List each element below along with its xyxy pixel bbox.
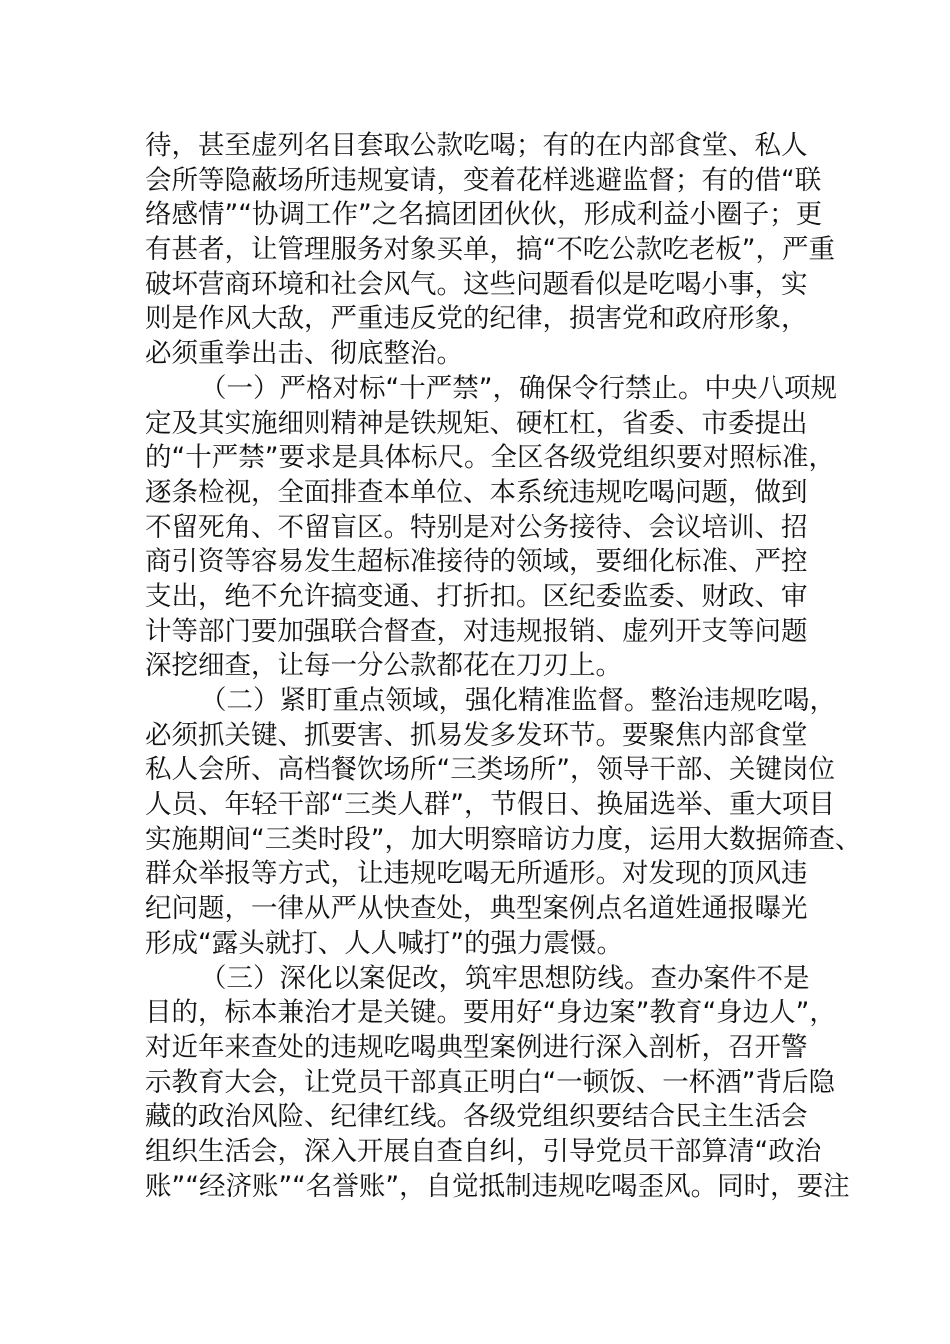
text-line: 对近年来查处的违规吃喝典型案例进行深入剖析，召开警: [145, 1031, 808, 1063]
text-line: 形成“露头就打、人人喊打”的强力震慑。: [145, 927, 623, 959]
text-line: 逐条检视，全面排查本单位、本系统违规吃喝问题，做到: [145, 476, 808, 508]
text-line: 藏的政治风险、纪律红线。各级党组织要结合民主生活会: [145, 1101, 808, 1133]
paragraph-first-line: （二）紧盯重点领域，强化精准监督。整治违规吃喝，: [200, 685, 836, 716]
text-line: 破坏营商环境和社会风气。这些问题看似是吃喝小事，实: [145, 268, 808, 300]
text-line: 账”“经济账”“名誉账”，自觉抵制违规吃喝歪风。同时，要注: [145, 1170, 850, 1202]
text-line: 实施期间“三类时段”，加大明察暗访力度，运用大数据筛查、: [145, 823, 862, 855]
text-line: 会所等隐蔽场所违规宴请，变着花样逃避监督；有的借“联: [145, 164, 822, 196]
text-line: 示教育大会，让党员干部真正明白“一顿饭、一杯酒”背后隐: [145, 1066, 835, 1098]
text-line: 则是作风大敌，严重违反党的纪律，损害党和政府形象，: [145, 303, 808, 335]
text-line: 有甚者，让管理服务对象买单，搞“不吃公款吃老板”，严重: [145, 234, 835, 266]
text-line: 不留死角、不留盲区。特别是对公务接待、会议培训、招: [145, 511, 808, 543]
text-line: 人员、年轻干部“三类人群”，节假日、换届选举、重大项目: [145, 789, 835, 821]
text-line: 深挖细查，让每一分公款都花在刀刃上。: [145, 650, 622, 682]
paragraph-first-line: （一）严格对标“十严禁”，确保令行禁止。中央八项规: [200, 372, 837, 404]
text-line: 待，甚至虚列名目套取公款吃喝；有的在内部食堂、私人: [145, 130, 808, 161]
text-line: 必须抓关键、抓要害、抓易发多发环节。要聚焦内部食堂: [145, 719, 808, 751]
text-line: 络感情”“协调工作”之名搞团团伙伙，形成利益小圈子；更: [145, 199, 823, 231]
text-line: 纪问题，一律从严从快查处，典型案例点名道姓通报曝光: [145, 893, 808, 925]
text-line: 组织生活会，深入开展自查自纠，引导党员干部算清“政治: [145, 1135, 822, 1167]
text-line: 必须重拳出击、彻底整治。: [145, 338, 463, 370]
text-line: 支出，绝不允许搞变通、打折扣。区纪委监委、财政、审: [145, 580, 808, 612]
text-line: 定及其实施细则精神是铁规矩、硬杠杠，省委、市委提出: [145, 407, 808, 439]
text-line: 群众举报等方式，让违规吃喝无所遁形。对发现的顶风违: [145, 858, 808, 890]
document-text: [145, 129, 862, 1204]
text-line: 目的，标本兼治才是关键。要用好“身边案”教育“身边人”，: [145, 997, 836, 1029]
text-line: 私人会所、高档餐饮场所“三类场所”，领导干部、关键岗位: [145, 754, 835, 786]
text-line: 商引资等容易发生超标准接待的领域，要细化标准、严控: [145, 546, 808, 578]
text-line: 的“十严禁”要求是具体标尺。全区各级党组织要对照标准，: [145, 442, 835, 474]
paragraph-first-line: （三）深化以案促改，筑牢思想防线。查办案件不是: [200, 962, 810, 994]
text-line: 计等部门要加强联合督查，对违规报销、虚列开支等问题: [145, 615, 808, 647]
